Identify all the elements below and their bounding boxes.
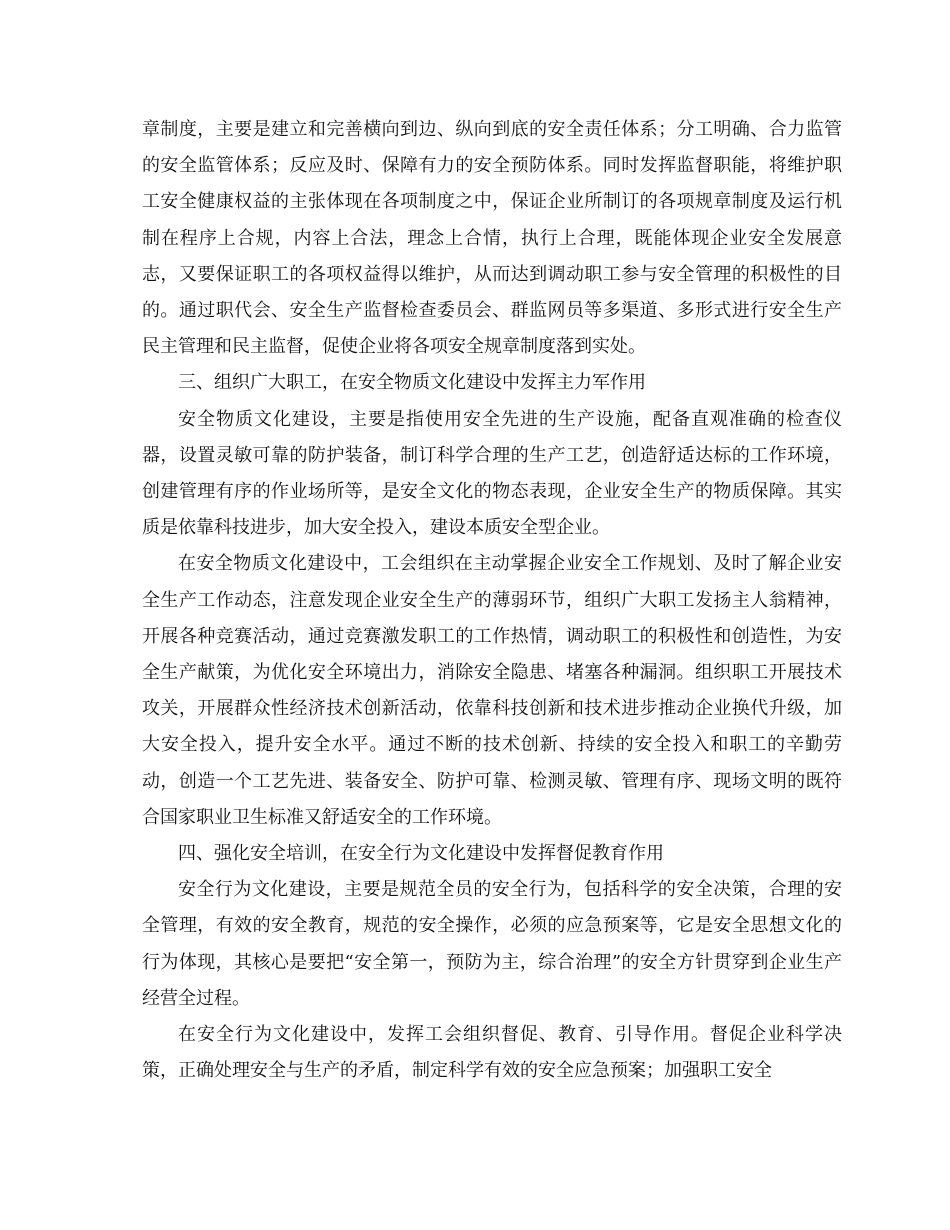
section-heading-4: 四、强化安全培训，在安全行为文化建设中发挥督促教育作用 (178, 843, 664, 865)
paragraph: 在安全行为文化建设中，发挥工会组织督促、教育、引导作用。督促企业科学决策，正确处理安全与生产的矛盾，制定科学有效的安全应急预案；加强职工安全 (142, 1024, 842, 1082)
document-body (142, 112, 842, 1089)
paragraph-continuation: 章制度，主要是建立和完善横向到边、纵向到底的安全责任体系；分工明确、合力监管的安全监管体系；反应及时、保障有力的安全预防体系。同时发挥监督职能，将维护职工安全健康权益的主张体现在各项制度之中，保证企业所制订的各项规章制度及运行机制在程序上合规，内容上合法，理念上合情，执行上合理，既能体现企业安全发展意志，又要保证职工的各项权益得以维护，从而达到调动职工参与安全管理的积极性的目的。通过职代会、安全生产监督检查委员会、群监网员等多渠道、多形式进行安全生产民主管理和民主监督，促使企业将各项安全规章制度落到实处。 (142, 119, 842, 358)
paragraph: 安全物质文化建设，主要是指使用安全先进的生产设施，配备直观准确的检查仪器，设置灵敏可靠的防护装备，制订科学合理的生产工艺，创造舒适达标的工作环境，创建管理有序的作业场所等，是安全文化的物态表现，企业安全生产的物质保障。其实质是依靠科技进步，加大安全投入，建设本质安全型企业。 (142, 408, 842, 539)
paragraph: 在安全物质文化建设中，工会组织在主动掌握企业安全工作规划、及时了解企业安全生产工作动态，注意发现企业安全生产的薄弱环节，组织广大职工发扬主人翁精神，开展各种竞赛活动，通过竞赛激发职工的工作热情，调动职工的积极性和创造性，为安全生产献策，为优化安全环境出力，消除安全隐患、堵塞各种漏洞。组织职工开展技术攻关，开展群众性经济技术创新活动，依靠科技创新和技术进步推动企业换代升级，加大安全投入，提升安全水平。通过不断的技术创新、持续的安全投入和职工的辛勤劳动，创造一个工艺先进、装备安全、防护可靠、检测灵敏、管理有序、现场文明的既符合国家职业卫生标准又舒适安全的工作环境。 (142, 553, 842, 828)
paragraph: 安全行为文化建设，主要是规范全员的安全行为，包括科学的安全决策，合理的安全管理，有效的安全教育，规范的安全操作，必须的应急预案等，它是安全思想文化的行为体现，其核心是要把“安全第一，预防为主，综合治理”的安全方针贯穿到企业生产经营全过程。 (142, 879, 842, 1009)
section-heading-3: 三、组织广大职工，在安全物质文化建设中发挥主力军作用 (178, 372, 646, 394)
